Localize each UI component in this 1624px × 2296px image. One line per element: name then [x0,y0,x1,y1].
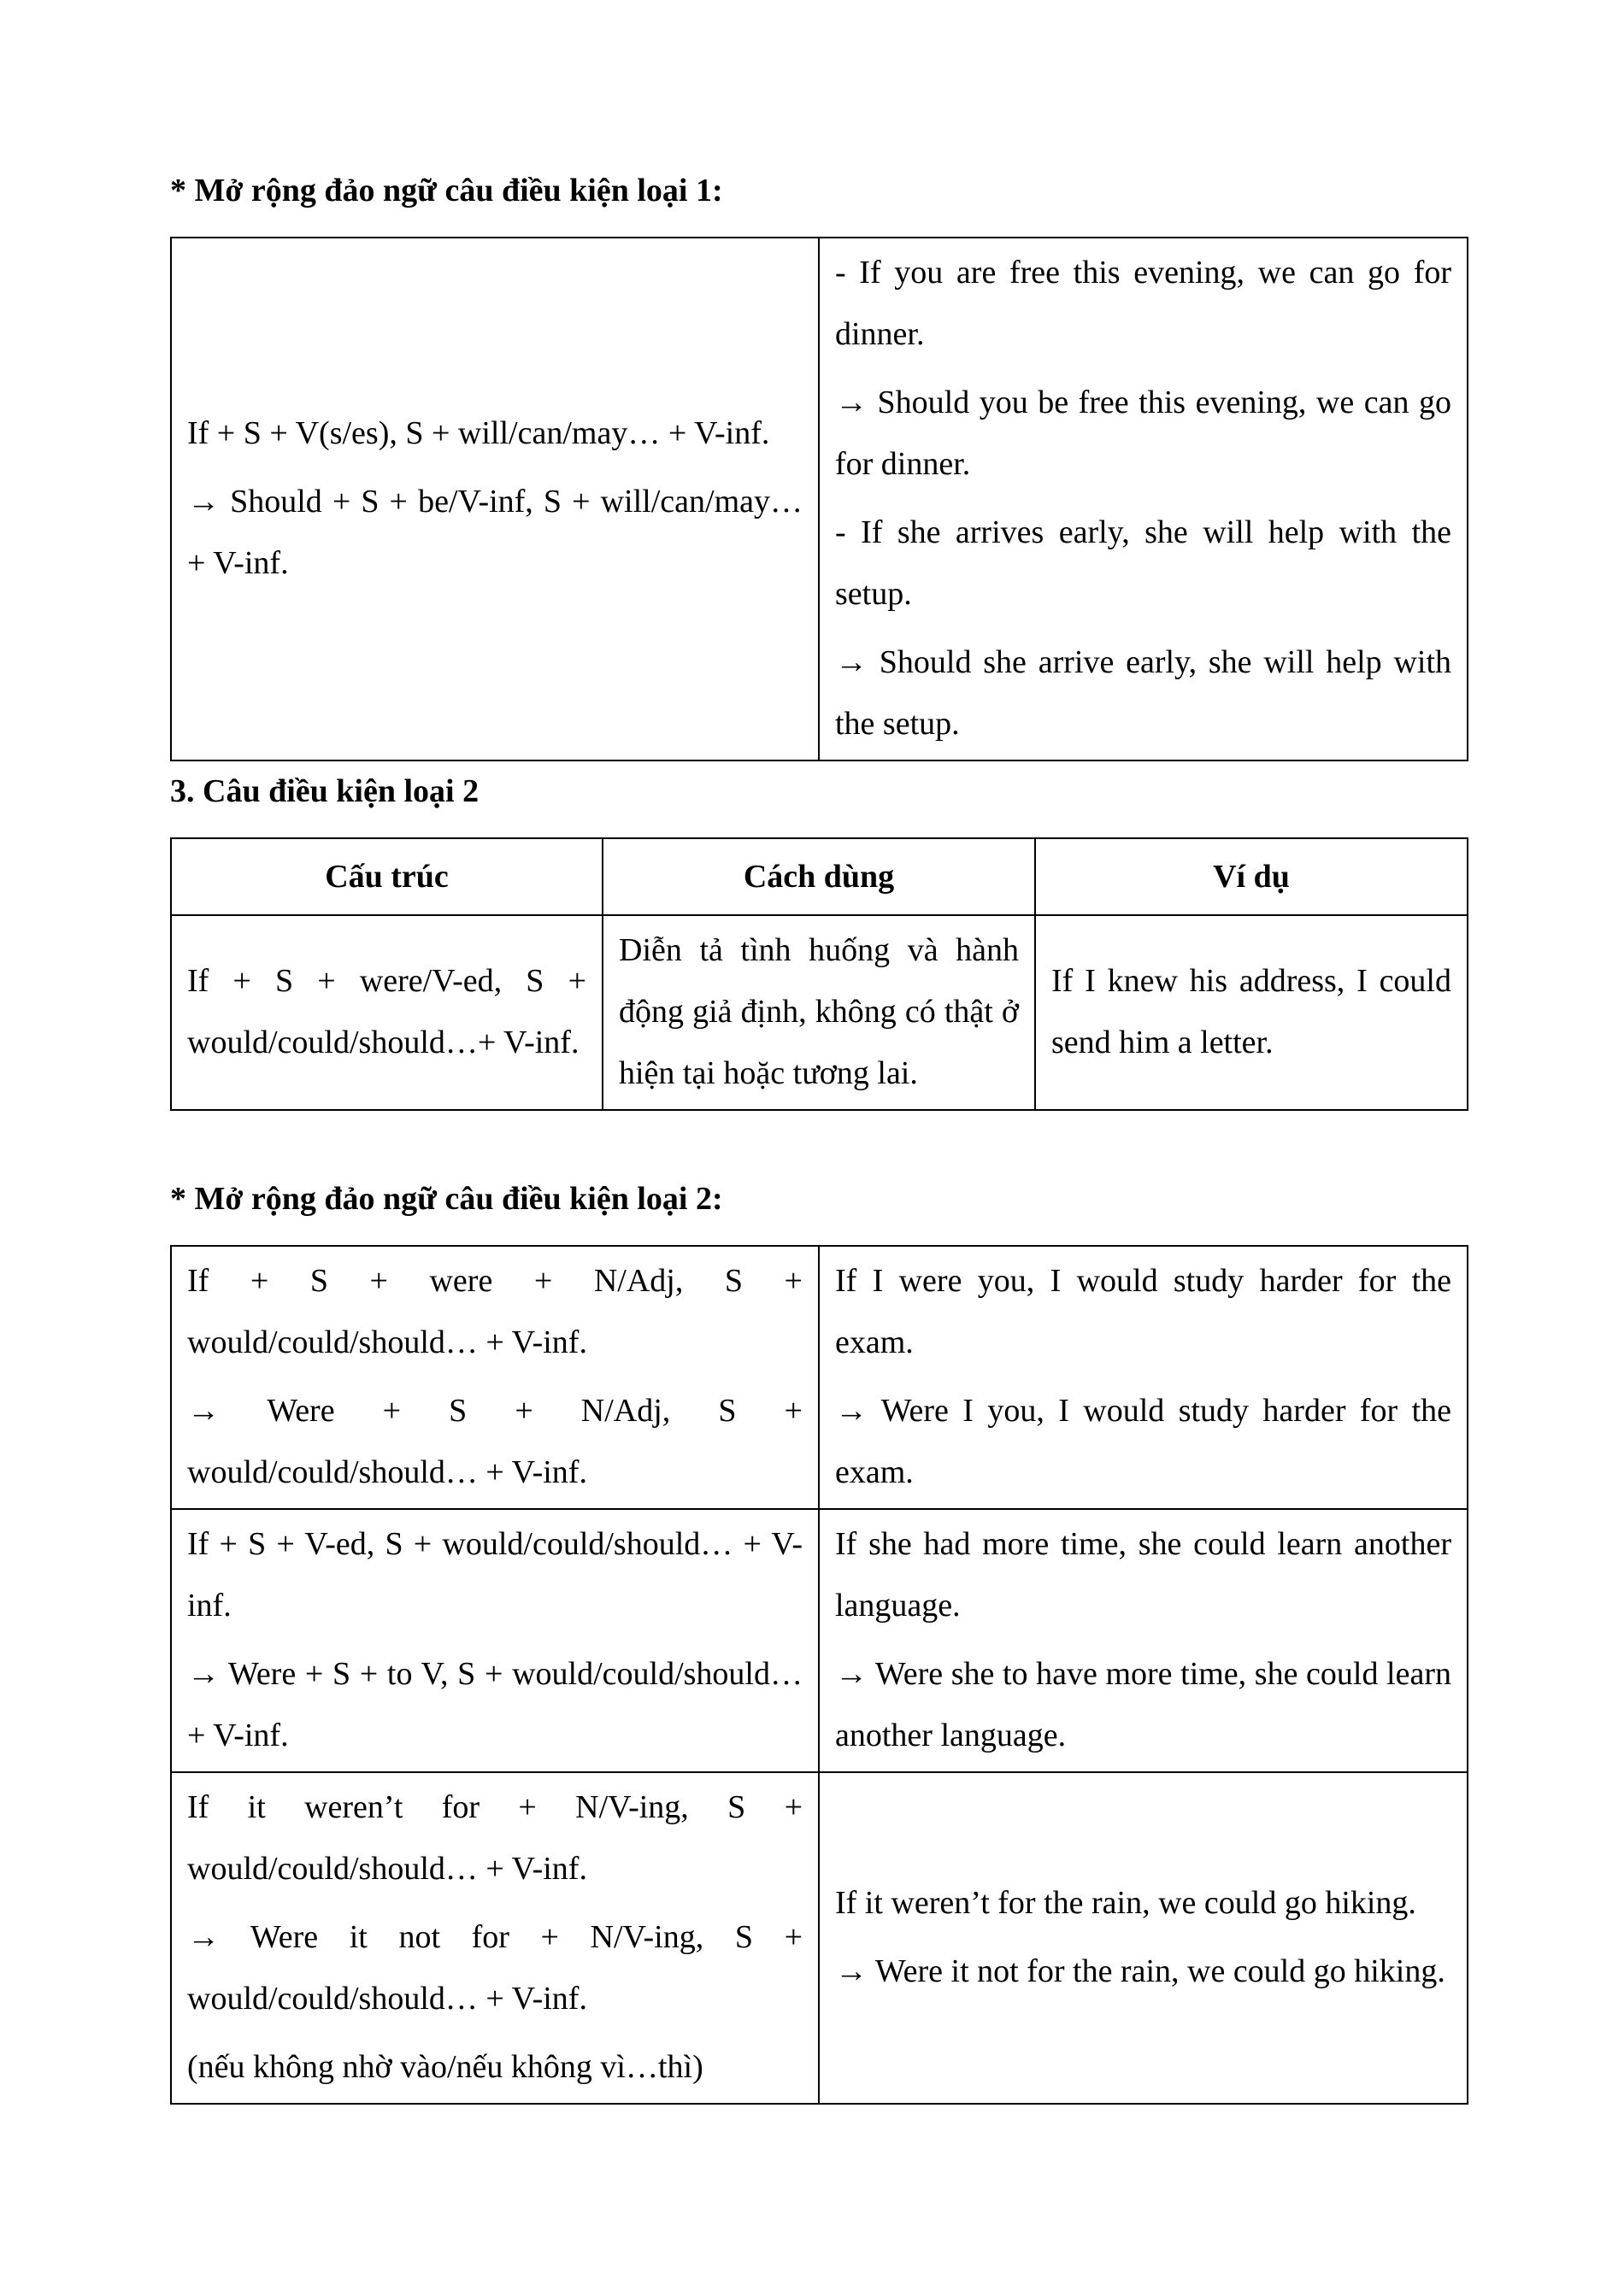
example-cell [819,1772,1468,2104]
table-row [171,238,1468,760]
example-cell [819,1246,1468,1509]
table-row [171,1772,1468,2104]
structure-line: If + S + V-ed, S + would/could/should… + V-inf. [187,1526,803,1624]
table-header-row [171,838,1468,915]
section-heading-inversion-type2: * Mở rộng đảo ngữ câu điều kiện loại 2: [170,1181,723,1217]
example-line: - If you are free this evening, we can go for dinner. [835,255,1451,352]
section-heading-conditional-type2: 3. Câu điều kiện loại 2 [170,773,480,809]
example-line: → Were it not for the rain, we could go hiking. [835,1953,1445,1989]
example-cell [819,238,1468,760]
inversion-type1-table [170,237,1468,761]
example-line: If I knew his address, I could send him a letter. [1051,963,1451,1060]
structure-line: → Were it not for + N/V-ing, S + would/could/should… + V-inf. [187,1919,803,2017]
structure-line: → Were + S + N/Adj, S + would/could/should… + V-inf. [187,1393,803,1490]
usage-cell [603,915,1035,1110]
table-row [171,1246,1468,1509]
inversion-type2-table [170,1245,1468,2105]
example-line: If she had more time, she could learn another language. [835,1526,1451,1624]
structure-line: If + S + were/V-ed, S + would/could/should…+ V-inf. [187,963,586,1060]
usage-text: Diễn tả tình huống và hành động giả định, không có thật ở hiện tại hoặc tương lai. [619,932,1019,1091]
structure-cell [171,1246,819,1509]
structure-cell [171,238,819,760]
table-row [171,915,1468,1110]
section-heading-inversion-type1: * Mở rộng đảo ngữ câu điều kiện loại 1: [170,173,723,208]
structure-line: If + S + V(s/es), S + will/can/may… + V-inf. [187,415,770,451]
example-line: If it weren’t for the rain, we could go hiking. [835,1885,1416,1921]
example-line: → Should she arrive early, she will help with the setup. [835,644,1451,742]
structure-cell [171,1772,819,2104]
conditional-type2-table [170,837,1468,1111]
example-line: → Should you be free this evening, we can go for dinner. [835,385,1451,482]
structure-line: If + S + were + N/Adj, S + would/could/should… + V-inf. [187,1263,803,1360]
structure-line: If it weren’t for + N/V-ing, S + would/could/should… + V-inf. [187,1789,803,1887]
example-cell [1035,915,1468,1110]
structure-cell [171,1509,819,1772]
column-header-structure: Cấu trúc [171,838,603,915]
example-cell [819,1509,1468,1772]
example-line: → Were I you, I would study harder for the exam. [835,1393,1451,1490]
structure-cell [171,915,603,1110]
structure-note: (nếu không nhờ vào/nếu không vì…thì) [187,2049,703,2085]
example-line: - If she arrives early, she will help with the setup. [835,514,1451,612]
column-header-usage: Cách dùng [603,838,1035,915]
example-line: → Were she to have more time, she could learn another language. [835,1656,1451,1753]
example-line: If I were you, I would study harder for the exam. [835,1263,1451,1360]
table-row [171,1509,1468,1772]
column-header-example: Ví dụ [1035,838,1468,915]
structure-line: → Should + S + be/V-inf, S + will/can/may… + V-inf. [187,484,803,581]
structure-line: → Were + S + to V, S + would/could/should… + V-inf. [187,1656,803,1753]
